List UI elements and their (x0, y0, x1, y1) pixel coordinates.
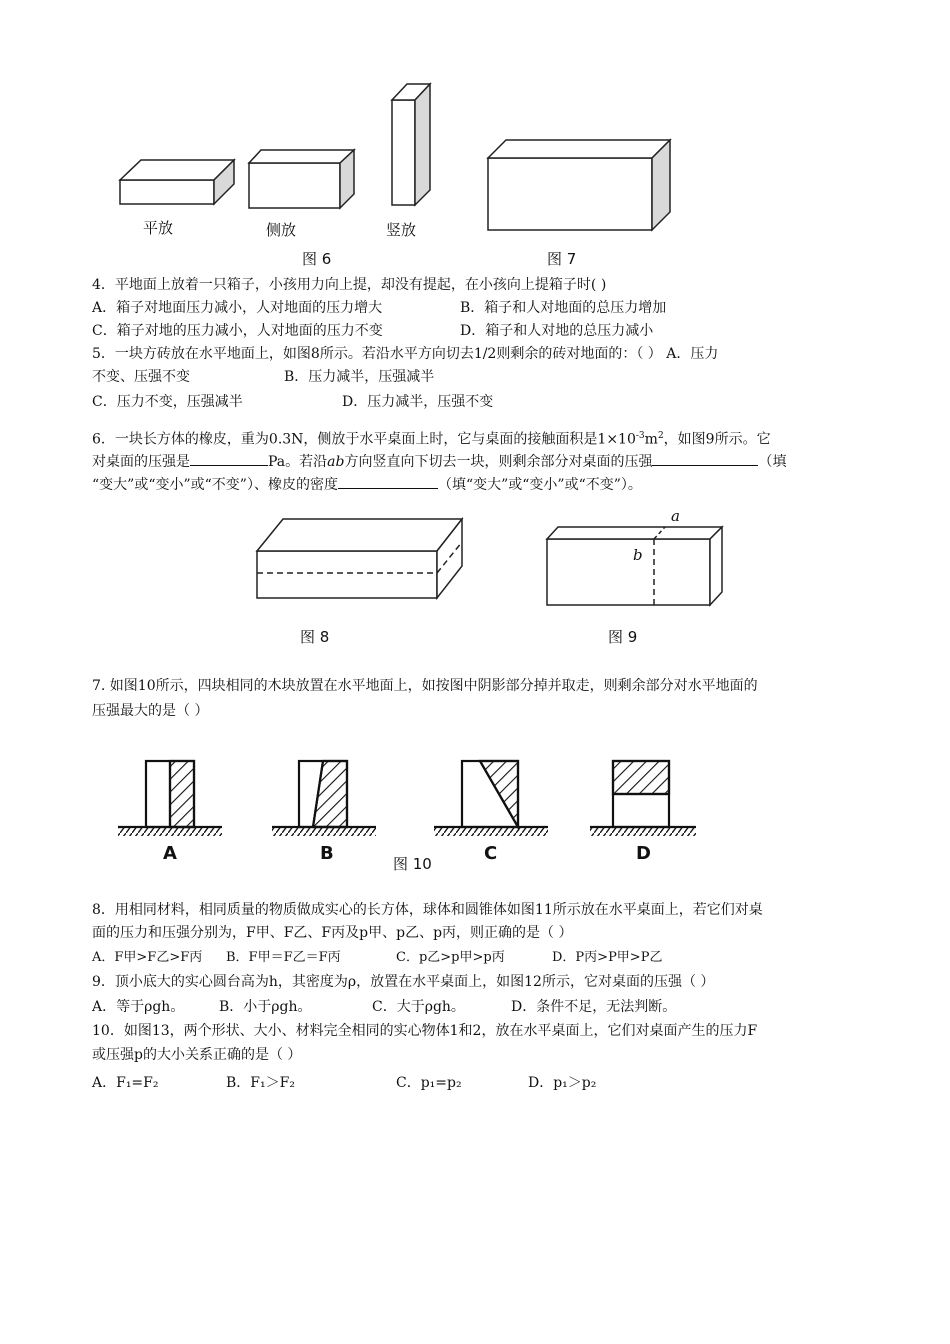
q7-line1: 7. 如图10所示，四块相同的木块放置在水平地面上，如按图中阴影部分掉并取走，则剩余部分对水平地面的 (92, 678, 758, 694)
q6-exponent: -3 (635, 431, 645, 441)
fig10-label-b: B (320, 843, 334, 864)
q5-option-a-cont: 不变、压强不变 (92, 369, 190, 385)
fig6-label-side: 侧放 (266, 221, 297, 239)
fig6-label-flat: 平放 (143, 219, 174, 237)
fig10-label-c: C (484, 843, 498, 864)
q5-option-c: C．压力不变，压强减半 (92, 394, 243, 410)
eraser-figure9-drawing (547, 527, 722, 605)
q10-option-b: B．F₁＞F₂ (226, 1075, 295, 1091)
q6-pressure-blank[interactable] (190, 451, 268, 466)
q4-option-b: B．箱子和人对地面的总压力增加 (460, 300, 667, 316)
q4-option-a: A．箱子对地面压力减小，人对地面的压力增大 (92, 300, 383, 316)
q6-line3 (92, 474, 642, 495)
brick-upright-drawing (392, 84, 430, 205)
q4-stem: 4．平地面上放着一只箱子，小孩用力向上提，却没有提起，在小孩向上提箱子时( ) (92, 277, 607, 293)
block-d-drawing (590, 761, 696, 836)
q6-text-3a: “变大”或“变小”或“不变”）、橡皮的密度 (92, 477, 338, 493)
q6-line2 (92, 451, 786, 472)
q6-text-2a: 对桌面的压强是 (92, 454, 190, 470)
fig10-label-a: A (163, 843, 177, 864)
q6-ab-label: ab (327, 454, 345, 470)
q8-option-b: B．F甲＝F乙＝F丙 (226, 950, 341, 965)
q6-text-3b: （填“变大”或“变小”或“不变”）。 (437, 477, 642, 493)
q5-option-d: D．压力减半，压强不变 (342, 394, 494, 410)
block-a-drawing (118, 761, 222, 836)
q8-option-c: C．p乙>p甲>p丙 (396, 950, 505, 965)
q6-unit: m (644, 431, 658, 448)
fig7-caption: 图 7 (547, 250, 577, 268)
fig10-label-d: D (636, 843, 651, 864)
fig9-label-a: a (671, 507, 680, 525)
q9-option-a: A．等于ρgh。 (92, 999, 185, 1015)
fig6-label-upright: 竖放 (386, 221, 417, 239)
fig9-label-b: b (633, 546, 643, 564)
fig6-caption: 图 6 (302, 250, 332, 268)
q4-option-c: C．箱子对地的压力减小，人对地面的压力不变 (92, 323, 383, 339)
block-c-drawing (434, 761, 548, 836)
q6-text-2d: （填 (758, 454, 787, 470)
q10-line1: 10．如图13，两个形状、大小、材料完全相同的实心物体1和2，放在水平桌面上，它们对桌面产生的压力F (92, 1023, 758, 1039)
figure-10 (0, 745, 950, 875)
q8-line2: 面的压力和压强分别为，F甲、F乙、F丙及p甲、p乙、p丙，则正确的是（ ） (92, 925, 573, 941)
q9-option-b: B．小于ρgh。 (219, 999, 312, 1015)
q6-text-2b: Pa。若沿 (268, 454, 328, 470)
brick-side-drawing (249, 150, 354, 208)
q6-text-1c: ，如图9所示。它 (663, 431, 771, 448)
q7-line2: 压强最大的是（ ） (92, 703, 209, 719)
q6-text-1a: 6．一块长方体的橡皮，重为0.3N，侧放于水平桌面上时，它与桌面的接触面积是1×10 (92, 431, 636, 448)
q6-density-blank[interactable] (338, 474, 438, 489)
q8-option-a: A．F甲>F乙>F丙 (92, 950, 203, 965)
block-b-drawing (272, 761, 376, 836)
q10-option-d: D．p₁＞p₂ (528, 1075, 597, 1091)
q6-text-2c: 方向竖直向下切去一块，则剩余部分对桌面的压强 (344, 454, 653, 470)
box-figure7-drawing (488, 140, 670, 230)
fig9-caption: 图 9 (608, 628, 638, 646)
q5-line1: 5．一块方砖放在水平地面上，如图8所示。若沿水平方向切去1/2则剩余的砖对地面的：（ ） A．压力 (92, 346, 719, 362)
q5-option-b: B．压力减半，压强减半 (284, 369, 435, 385)
q8-line1: 8．用相同材料，相同质量的物质做成实心的长方体，球体和圆锥体如图11所示放在水平桌面上，若它们对桌 (92, 902, 763, 918)
q10-line2: 或压强p的大小关系正确的是（ ） (92, 1047, 302, 1063)
brick-figure8-drawing (257, 519, 462, 598)
fig10-caption: 图 10 (393, 855, 432, 873)
q8-option-d: D．P丙>P甲>P乙 (552, 950, 663, 965)
q9-stem: 9．顶小底大的实心圆台高为h，其密度为ρ，放置在水平桌面上，如图12所示，它对桌面的压强（ ） (92, 974, 715, 990)
fig8-caption: 图 8 (300, 628, 330, 646)
figure-8-9 (0, 500, 950, 660)
q6-pressure-change-blank[interactable] (652, 451, 758, 466)
q6-line1 (92, 426, 771, 450)
q10-option-a: A．F₁=F₂ (92, 1075, 159, 1091)
q6-unit-exponent: 2 (657, 431, 664, 441)
q9-option-c: C．大于ρgh。 (372, 999, 465, 1015)
brick-flat-drawing (120, 160, 234, 204)
q4-option-d: D．箱子和人对地的总压力减小 (460, 323, 654, 339)
q10-option-c: C．p₁=p₂ (396, 1075, 462, 1091)
q9-option-d: D．条件不足，无法判断。 (511, 999, 677, 1015)
